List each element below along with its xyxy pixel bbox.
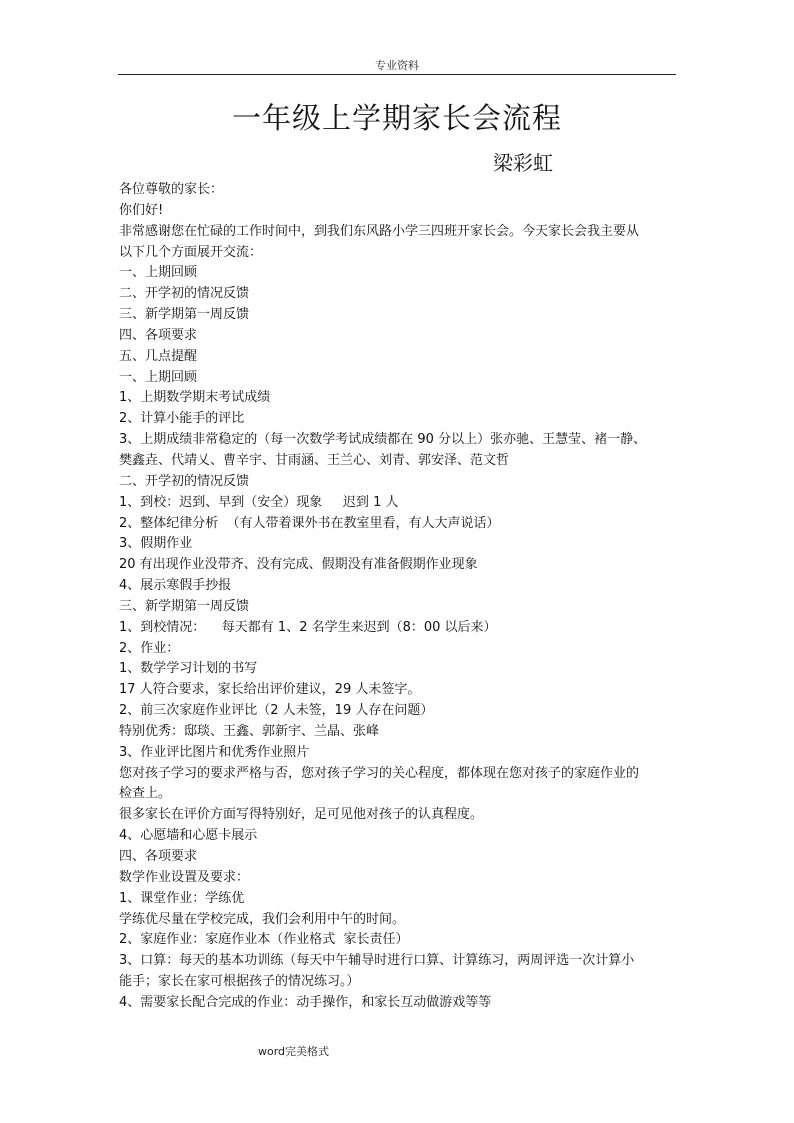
body-line: 四、各项要求: [119, 849, 198, 864]
body-line: 二、开学初的情况反馈: [119, 286, 250, 302]
body-line: 一、上期回顾: [119, 265, 198, 281]
body-line: 2、整体纪律分析 （有人带着课外书在教室里看，有人大声说话）: [119, 515, 500, 531]
page-header-label: 专业资料: [375, 59, 419, 72]
body-line: 特别优秀：邸琰、王鑫、郭新宇、兰晶、张峰: [119, 723, 380, 739]
document-author: 梁彩虹: [493, 151, 553, 175]
body-line: 以下几个方面展开交流：: [119, 244, 263, 260]
body-line: 4、展示寒假手抄报: [119, 578, 232, 594]
body-line: 2、计算小能手的评比: [119, 411, 245, 427]
body-line: 非常感谢您在忙碌的工作时间中，到我们东风路小学三四班开家长会。今天家长会我主要从: [119, 223, 640, 239]
body-line: 3、假期作业: [119, 536, 193, 552]
body-line: 您对孩子学习的要求严格与否，您对孩子学习的关心程度，都体现在您对孩子的家庭作业的: [119, 765, 640, 781]
body-line: 2、作业：: [119, 640, 180, 656]
body-line: 一、上期回顾: [119, 369, 198, 385]
body-line: 五、几点提醒: [119, 348, 198, 364]
header-divider: [118, 74, 676, 75]
body-line: 1、数学学习计划的书写: [119, 661, 258, 677]
body-line: 能手；家长在家可根据孩子的情况练习。）: [119, 974, 360, 990]
body-line: 二、开学初的情况反馈: [119, 473, 250, 489]
body-line: 1、到校：迟到、早到（安全）现象 迟到 1 人: [119, 494, 399, 510]
body-line: 检查上。: [119, 786, 172, 802]
body-line: 樊鑫垚、代靖乂、曹辛宇、甘雨涵、王兰心、刘青、郭安泽、范文哲: [119, 452, 510, 468]
body-line: 1、到校情况： 每天都有 1、2 名学生来迟到（8：00 以后来）: [119, 619, 497, 635]
body-line: 2、家庭作业：家庭作业本（作业格式 家长责任）: [119, 932, 409, 948]
body-line: 1、上期数学期末考试成绩: [119, 390, 271, 406]
page-footer-label: word完美格式: [258, 1045, 330, 1058]
body-line: 3、上期成绩非常稳定的（每一次数学考试成绩都在 90 分以上）张亦驰、王慧莹、褚一静、: [119, 432, 647, 448]
body-line: 17 人符合要求，家长给出评价建议，29 人未签字。: [119, 682, 421, 698]
body-line: 2、前三次家庭作业评比（2 人未签，19 人存在问题）: [119, 703, 434, 719]
document-body: [119, 180, 684, 1014]
body-line: 3、作业评比图片和优秀作业照片: [119, 744, 310, 760]
body-line: 4、心愿墙和心愿卡展示: [119, 828, 258, 844]
body-line: 数学作业设置及要求：: [119, 869, 250, 885]
body-line: 20 有出现作业没带齐、没有完成、假期没有准备假期作业现象: [119, 557, 478, 573]
body-line: 各位尊敬的家长：: [119, 182, 224, 197]
body-line: 你们好!: [119, 202, 164, 218]
body-line: 四、各项要求: [119, 327, 198, 343]
document-title: 一年级上学期家长会流程: [231, 101, 562, 135]
body-line: 学练优尽量在学校完成，我们会利用中午的时间。: [119, 911, 406, 927]
body-line: 三、新学期第一周反馈: [119, 598, 250, 614]
body-line: 3、口算：每天的基本功训练（每天中午辅导时进行口算、计算练习，两周评选一次计算小: [119, 953, 635, 969]
body-line: 4、需要家长配合完成的作业：动手操作，和家长互动做游戏等等: [119, 994, 492, 1010]
body-line: 1、课堂作业：学练优: [119, 890, 245, 906]
body-line: 很多家长在评价方面写得特别好，足可见他对孩子的认真程度。: [119, 807, 484, 823]
body-line: 三、新学期第一周反馈: [119, 307, 250, 323]
